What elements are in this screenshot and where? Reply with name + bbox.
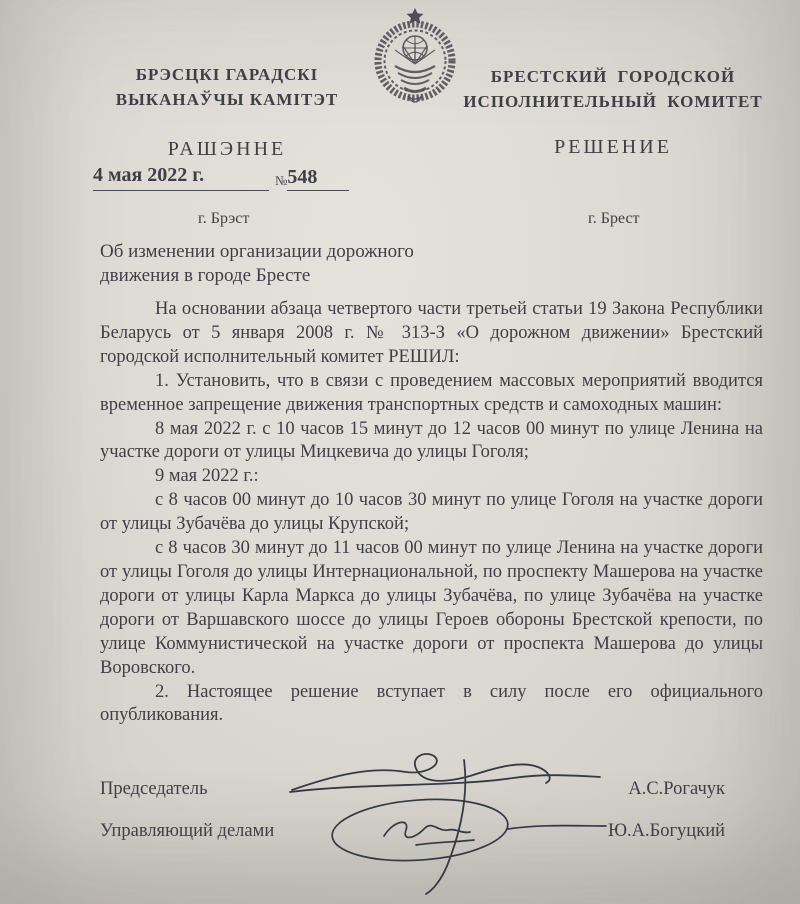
paragraph-item2: 2. Настоящее решение вступает в силу после его официального опубликования.: [100, 681, 763, 726]
doc-type-belarusian: РАШЭННЕ: [167, 138, 287, 160]
org-name-by-line1: БРЭСЦКІ ГАРАДСКІ: [135, 65, 319, 84]
org-name-russian: [448, 64, 778, 114]
number-sign: №: [275, 173, 288, 188]
org-name-ru-line2: ИСПОЛНИТЕЛЬНЫЙ КОМИТЕТ: [463, 92, 763, 111]
city-russian: г. Брест: [588, 210, 640, 227]
paragraph-item1: 1. Установить, что в связи с проведением массовых мероприятий вводится временное запрещение движения транспортных средств и самоходных машин:: [100, 370, 763, 415]
signature-name-manager: Ю.А.Богуцкий: [607, 821, 725, 841]
body-text: [100, 298, 763, 728]
document-date: 4 мая 2022 г.: [93, 164, 269, 191]
org-name-belarusian: [62, 62, 392, 112]
signature-title-manager: Управляющий делами: [100, 821, 275, 841]
city-belarusian: г. Брэст: [198, 210, 250, 227]
signature-row-chairman: [100, 779, 725, 800]
document-number-group: [275, 167, 349, 191]
signature-name-chairman: А.С.Рогачук: [628, 779, 725, 799]
doc-type-russian: РЕШЕНИЕ: [554, 136, 672, 158]
org-name-ru-line1: БРЕСТСКИЙ ГОРОДСКОЙ: [490, 67, 736, 86]
paragraph-may9-midday: с 8 часов 30 минут до 11 часов 00 минут по улице Ленина на участке дороги от улицы Гоголя до улицы Интернациональной, по проспекту Машерова на участке дороги от улицы Карла Маркса до улицы Зубачёва, по улице Зубачёва на участке дороги от Варшавского шоссе до улицы Героев обороны Брестской крепости, по улице Коммунистической на участке дороги от проспекта Машерова до улицы Воровского.: [100, 538, 763, 678]
paragraph-may9-morning: с 8 часов 00 минут до 10 часов 30 минут по улице Гоголя на участке дороги от улицы Зубачёва до улицы Крупской;: [100, 490, 763, 535]
subject: [100, 240, 560, 288]
subject-line1: Об изменении организации дорожного: [100, 241, 414, 262]
signature-row-manager: [100, 821, 725, 842]
subject-line2: движения в городе Бресте: [100, 265, 311, 286]
document-number: 548: [287, 167, 349, 191]
paragraph-may8: 8 мая 2022 г. с 10 часов 15 минут до 12 часов 00 минут по улице Ленина на участке дороги от улицы Мицкевича до улицы Гоголя;: [100, 418, 763, 463]
signature-title-chairman: Председатель: [100, 779, 208, 799]
date-number-row: [93, 164, 349, 191]
org-name-by-line2: ВЫКАНАЎЧЫ КАМІТЭТ: [115, 90, 339, 109]
paragraph-may9: 9 мая 2022 г.:: [155, 466, 259, 487]
paragraph-basis: На основании абзаца четвертого части третьей статьи 19 Закона Республики Беларусь от 5 января 2008 г. № 313-З «О дорожном движении» Брестский городской исполнительный комитет РЕШИЛ:: [100, 299, 763, 367]
